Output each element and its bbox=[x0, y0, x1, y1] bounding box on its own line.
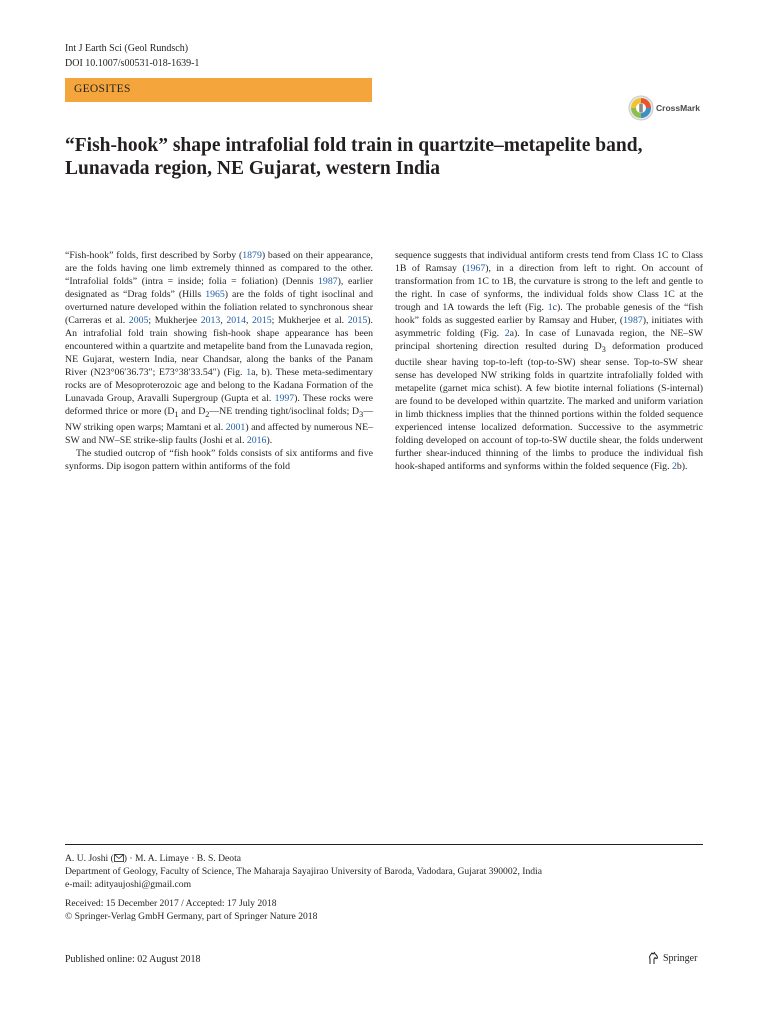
text-run: ) and affected by numerous NE–SW and NW–SE strike-slip faults (Joshi et al. bbox=[65, 421, 373, 446]
copyright: © Springer-Verlag GmbH Germany, part of Springer Nature 2018 bbox=[65, 911, 318, 922]
text-run: sequence suggests that individual antiform crests tend from Class 1C to Class 1B of Ramsay ( bbox=[395, 250, 703, 274]
crossmark-button[interactable] bbox=[628, 93, 706, 123]
text-run: a). In case of Lunavada region, the NE–SW principal shortening direction resulted during D bbox=[395, 328, 703, 352]
journal-doi[interactable]: DOI 10.1007/s00531-018-1639-1 bbox=[65, 58, 200, 69]
springer-label: Springer bbox=[663, 952, 698, 964]
text-run: ; Mukherjee bbox=[148, 315, 201, 326]
text-run: ) are the folds of tight isoclinal and overturned nature developed within the foliation related to synchronous shear (Carreras et al. bbox=[65, 289, 373, 326]
body-paragraph bbox=[65, 447, 373, 473]
crossmark-label: CrossMark bbox=[656, 103, 700, 113]
text-run: ). bbox=[266, 434, 273, 446]
text-run: “Fish-hook” folds, first described by Sorby ( bbox=[65, 250, 243, 261]
article-title: “Fish-hook” shape intrafolial fold train in quartzite–metapelite band, Lunavada region, NE Gujarat, western India bbox=[65, 135, 643, 179]
springer-logo[interactable] bbox=[647, 951, 697, 965]
subscript: 3 bbox=[359, 409, 364, 419]
crossmark-icon bbox=[628, 95, 654, 121]
text-run: , bbox=[220, 315, 227, 326]
text-run: ), initiates with asymmetric folding (Fig. bbox=[395, 315, 704, 339]
citation-link[interactable]: 1987 bbox=[623, 315, 643, 326]
received-dates: Received: 15 December 2017 / Accepted: 17 July 2018 bbox=[65, 898, 277, 909]
citation-link[interactable]: 1997 bbox=[274, 393, 295, 404]
citation-link[interactable]: 2014 bbox=[226, 315, 246, 326]
citation-link[interactable]: 2013 bbox=[200, 315, 221, 326]
citation-link[interactable]: 1987 bbox=[318, 276, 338, 287]
body-paragraph bbox=[395, 249, 703, 473]
author-names-start: A. U. Joshi ( bbox=[65, 853, 114, 864]
citation-link[interactable]: 1 bbox=[246, 367, 252, 378]
text-run: c). The probable genesis of the “fish hook” folds as suggested earlier by Ramsay and Huber, ( bbox=[395, 302, 703, 326]
citation-link[interactable]: 2 bbox=[504, 328, 510, 339]
text-run: a, b). These meta-sedimentary rocks are of Mesoproterozoic age and belong to the Kadana Formation of the Lunavada Group, Aravalli Supergroup (Gupta et al. bbox=[65, 367, 373, 404]
text-run: b). bbox=[676, 460, 688, 472]
journal-name: Int J Earth Sci (Geol Rundsch) bbox=[65, 43, 189, 54]
text-run: The studied outcrop of “fish hook” folds consists of six antiforms and five synforms. Dip isogon pattern within antiforms of the fold bbox=[65, 447, 373, 472]
citation-link[interactable]: 2015 bbox=[347, 315, 368, 326]
text-run: and D bbox=[178, 406, 206, 417]
citation-link[interactable]: 2016 bbox=[246, 434, 267, 446]
text-run: , bbox=[245, 315, 253, 326]
journal-header bbox=[65, 41, 199, 71]
section-label: GEOSITES bbox=[74, 83, 131, 95]
body-paragraph bbox=[65, 249, 373, 447]
text-run: deformation produced ductile shear having top-to-left (top-to-SW) shear sense. Top-to-SW shear sense has developed NW striking folds in quartzite intrafolially folded with metapelite (garnet mica schist). A few biotite internal foliations (S-internal) are found to be developed within quartzite. The marked and uniform variation in limb thickness implies that the thinned portions within the folded sequence experienced intense localized deformation. Successive to the asymmetric folding developed on account of top-to-SW ductile shear, the folds underwent further shear-induced thinning of the limbs to produce the individual fish hook-shaped antiforms and synforms within the folded sequence (Fig. bbox=[395, 341, 703, 472]
section-bar bbox=[65, 78, 372, 102]
text-run: ), in a direction from left to right. On account of transformation from 1C to 1B, the curvature is strong to the left and gentle to the right. In case of synforms, the individual folds show Class 1C at the trough and 1A towards the left (Fig. bbox=[395, 263, 703, 313]
text-run: ; Mukherjee et al. bbox=[271, 315, 348, 326]
citation-link[interactable]: 1967 bbox=[465, 263, 486, 274]
published-online: Published online: 02 August 2018 bbox=[65, 954, 201, 965]
text-run: ), earlier designated as “Drag folds” (Hills bbox=[65, 276, 373, 300]
springer-horse-icon bbox=[647, 951, 660, 965]
text-run: —NW striking open warps; Mamtani et al. bbox=[65, 406, 373, 433]
author-names-end: ) · M. A. Limaye · B. S. Deota bbox=[123, 853, 242, 864]
citation-link[interactable]: 1965 bbox=[205, 289, 225, 300]
citation-link[interactable]: 1 bbox=[547, 302, 553, 313]
envelope-icon[interactable] bbox=[114, 854, 124, 862]
text-run: ). These rocks were deformed thrice or more (D bbox=[65, 393, 374, 417]
subscript: 1 bbox=[174, 409, 179, 419]
text-run: ) based on their appearance, are the folds having one limb extremely thinned as compared to the other. “Intrafolial folds” (intra = inside; folia = foliation) (Dennis bbox=[65, 250, 373, 287]
citation-link[interactable]: 2005 bbox=[128, 315, 149, 326]
citation-link[interactable]: 2 bbox=[671, 460, 677, 472]
subscript: 2 bbox=[205, 409, 210, 419]
citation-link[interactable]: 2015 bbox=[252, 315, 272, 326]
footer-divider bbox=[65, 844, 703, 845]
author-line bbox=[65, 852, 241, 865]
text-run: —NE trending tight/isoclinal folds; D bbox=[209, 406, 360, 417]
citation-link[interactable]: 1879 bbox=[242, 250, 262, 261]
text-run: ). An intrafolial fold train showing fish-hook shape appearance has been encountered within a quartzite and metapelite band from the Lunavada region, NE Gujarat, western India, near Chandsar, along the banks of the Panam River (N23°06′36.73″; E73°38′33.54″) (Fig. bbox=[65, 315, 374, 378]
citation-link[interactable]: 2001 bbox=[225, 421, 246, 433]
affiliation: Department of Geology, Faculty of Science, The Maharaja Sayajirao University of Baroda, Vadodara, Gujarat 390002, India bbox=[65, 866, 542, 877]
author-email[interactable]: e-mail: adityaujoshi@gmail.com bbox=[65, 879, 192, 890]
body-column-right bbox=[395, 249, 703, 473]
body-column-left bbox=[65, 249, 373, 473]
subscript: 3 bbox=[601, 344, 606, 354]
